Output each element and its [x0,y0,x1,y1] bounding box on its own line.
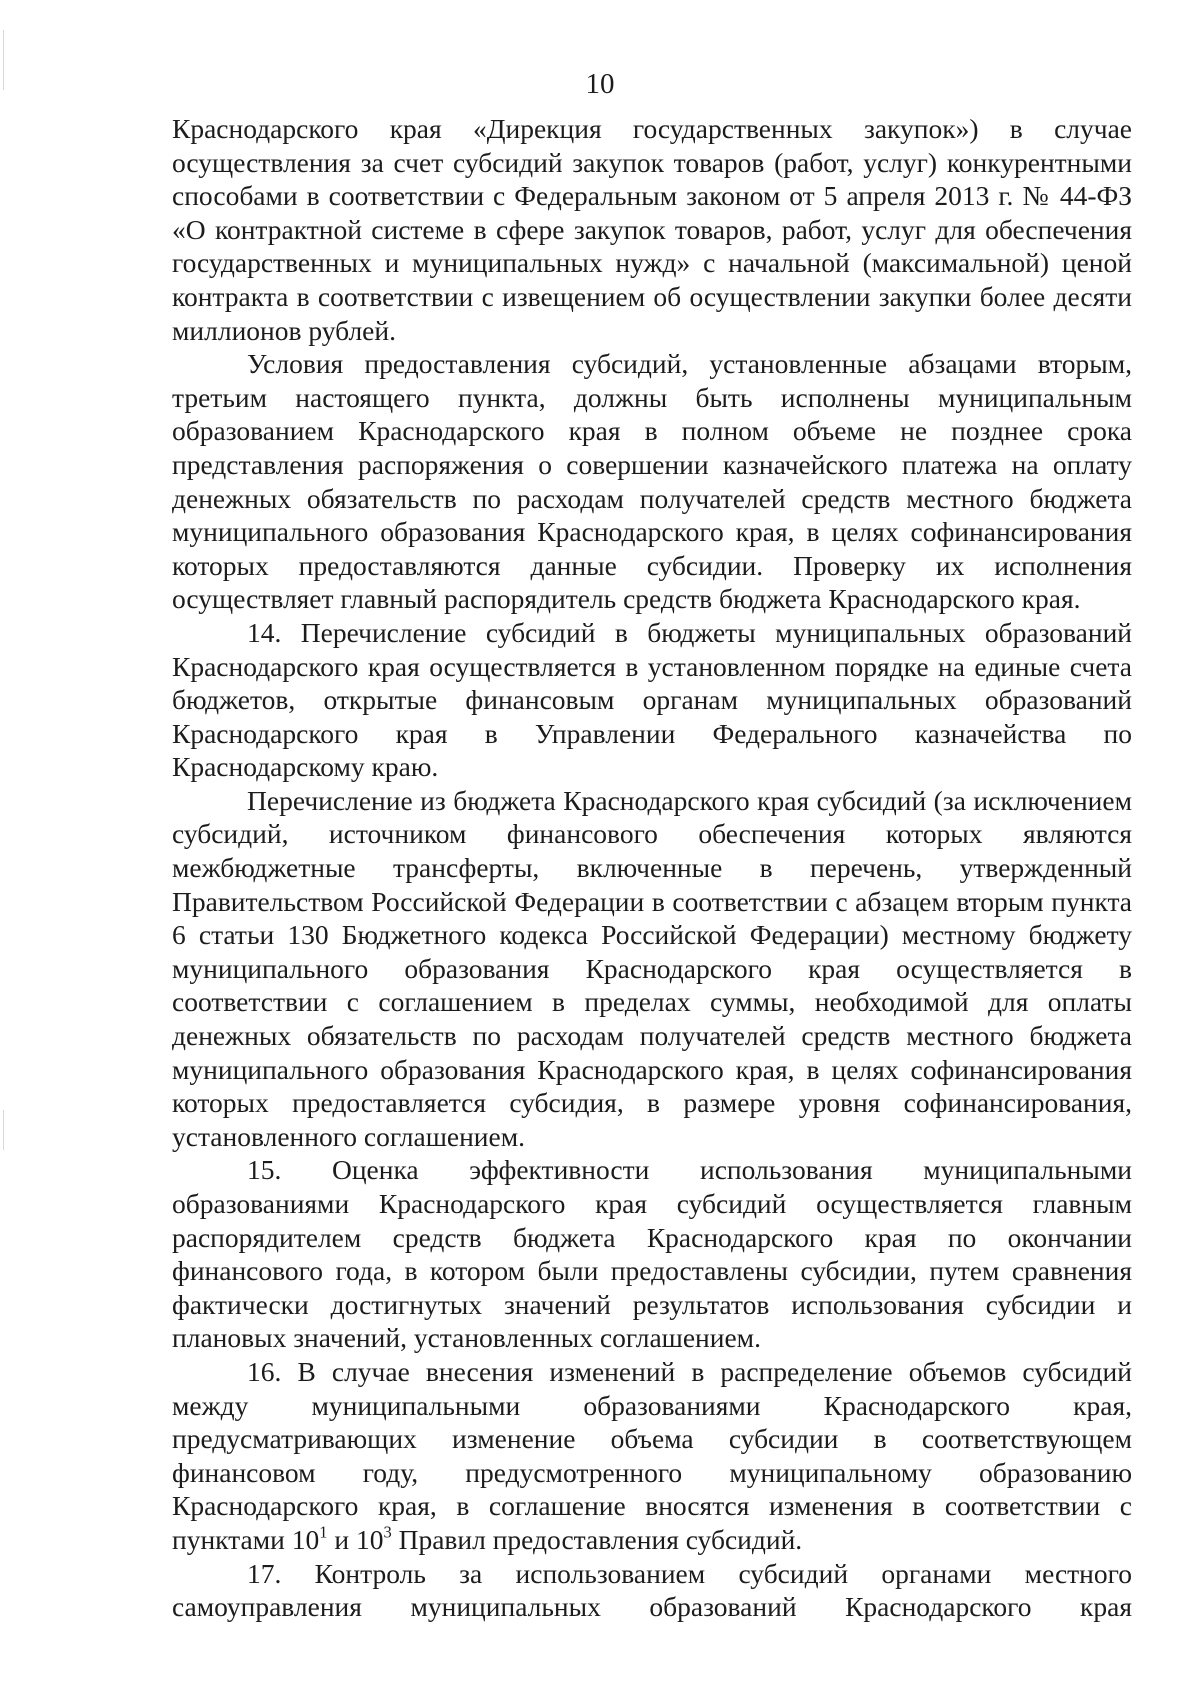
scan-edge-mark [3,1110,4,1150]
superscript: 3 [383,1522,392,1542]
paragraph-item-16-text: 16. В случае внесения изменений в распределение объемов субсидий между муниципальными образованиями Краснодарского края, предусматривающих изменение объема субсидии в соответствующем финансовом году, предусмотренного муниципальному образованию Краснодарского края, в соглашение вносятся изменения в соответствии с пунктами 10 [172,1355,1132,1555]
superscript: 1 [319,1522,328,1542]
paragraph-item-16-text: и 10 [327,1523,384,1555]
paragraph-item-16-text: Правил предоставления субсидий. [391,1523,803,1555]
paragraph-item-16 [172,1355,1132,1557]
paragraph-procurement-conditions: Краснодарского края «Дирекция государственных закупок») в случае осуществления за счет субсидий закупок товаров (работ, услуг) конкурентными способами в соответствии с Федеральным законом от 5 апреля 2013 г. № 44-ФЗ «О контрактной системе в сфере закупок товаров, работ, услуг для обеспечения государственных и муниципальных нужд» с начальной (максимальной) ценой контракта в соответствии с извещением об осуществлении закупки более десяти миллионов рублей. [172,113,1132,346]
paragraph-subsidy-conditions: Условия предоставления субсидий, установленные абзацами вторым, третьим настоящего пункта, должны быть исполнены муниципальным образованием Краснодарского края в полном объеме не позднее срока представления распоряжения о совершении казначейского платежа на оплату денежных обязательств по расходам получателей средств местного бюджета муниципального образования Краснодарского края, в целях софинансирования которых предоставляются данные субсидии. Проверку их исполнения осуществляет главный распорядитель средств бюджета Краснодарского края. [172,348,1132,615]
document-body [172,112,1132,1624]
paragraph-transfer-from-budget: Перечисление из бюджета Краснодарского края субсидий (за исключением субсидий, источником финансового обеспечения которых являются межбюджетные трансферты, включенные в перечень, утвержденный Правительством Российской Федерации в соответствии с абзацем вторым пункта 6 статьи 130 Бюджетного кодекса Российской Федерации) местному бюджету муниципального образования Краснодарского края осуществляется в соответствии с соглашением в пределах суммы, необходимой для оплаты денежных обязательств по расходам получателей средств местного бюджета муниципального образования Краснодарского края, в целях софинансирования которых предоставляется субсидия, в размере уровня софинансирования, установленного соглашением. [172,784,1132,1152]
paragraph-item-17: 17. Контроль за использованием субсидий органами местного самоуправления муниципальных образований Краснодарского края [172,1557,1132,1623]
page-number: 10 [585,68,615,100]
paragraph-item-14: 14. Перечисление субсидий в бюджеты муниципальных образований Краснодарского края осуществляется в установленном порядке на единые счета бюджетов, открытые финансовым органам муниципальных образований Краснодарского края в Управлении Федерального казначейства по Краснодарскому краю. [172,616,1132,783]
paragraph-item-15: 15. Оценка эффективности использования муниципальными образованиями Краснодарского края субсидий осуществляется главным распорядителем средств бюджета Краснодарского края по окончании финансового года, в котором были предоставлены субсидии, путем сравнения фактически достигнутых значений результатов использования субсидии и плановых значений, установленных соглашением. [172,1154,1132,1354]
